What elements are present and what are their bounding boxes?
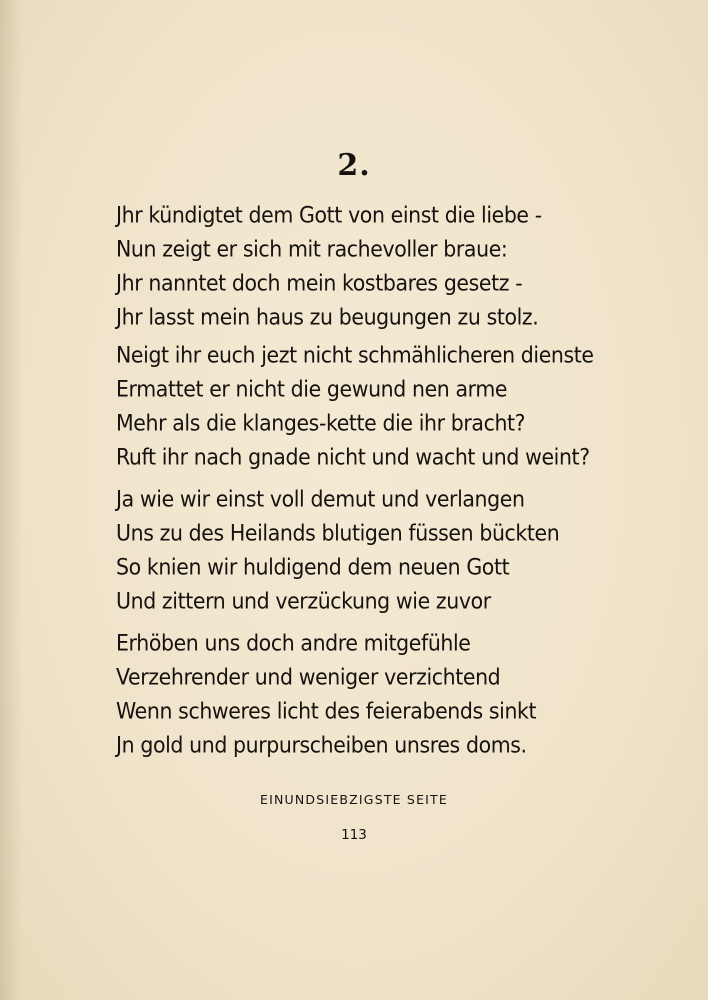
stanza-2 — [116, 338, 606, 474]
page-caption: EINUNDSIEBZIGSTE SEITE — [260, 792, 448, 807]
poem-line: Ermattet er nicht die gewund nen arme — [116, 376, 508, 402]
poem-line: Neigt ihr euch jezt nicht schmählicheren dienste — [116, 342, 594, 368]
poem-line: Jhr kündigtet dem Gott von einst die liebe - — [116, 202, 542, 228]
poem-line: Erhöben uns doch andre mitgefühle — [116, 630, 471, 656]
poem-line: Ja wie wir einst voll demut und verlangen — [116, 486, 525, 512]
poem-line: Uns zu des Heilands blutigen füssen bückten — [116, 520, 560, 546]
stanza-1 — [116, 198, 606, 334]
poem-line: Verzehrender und weniger verzichtend — [116, 664, 501, 690]
poem-number: 2. — [337, 148, 371, 183]
poem-line: Wenn schweres licht des feierabends sinkt — [116, 698, 537, 724]
poem-line: Nun zeigt er sich mit rachevoller braue: — [116, 236, 508, 262]
page-number: 113 — [341, 827, 367, 843]
poem-line: Und zittern und verzückung wie zuvor — [116, 588, 491, 614]
poem-line: Ruft ihr nach gnade nicht und wacht und weint? — [116, 444, 590, 470]
stanza-3 — [116, 482, 606, 618]
poem-line: Jn gold und purpurscheiben unsres doms. — [116, 732, 527, 758]
poem-line: So knien wir huldigend dem neuen Gott — [116, 554, 510, 580]
poem-line: Jhr lasst mein haus zu beugungen zu stolz. — [116, 304, 539, 330]
stanza-4 — [116, 626, 606, 762]
poem-line: Mehr als die klanges-kette die ihr bracht? — [116, 410, 526, 436]
poem-line: Jhr nanntet doch mein kostbares gesetz - — [116, 270, 523, 296]
